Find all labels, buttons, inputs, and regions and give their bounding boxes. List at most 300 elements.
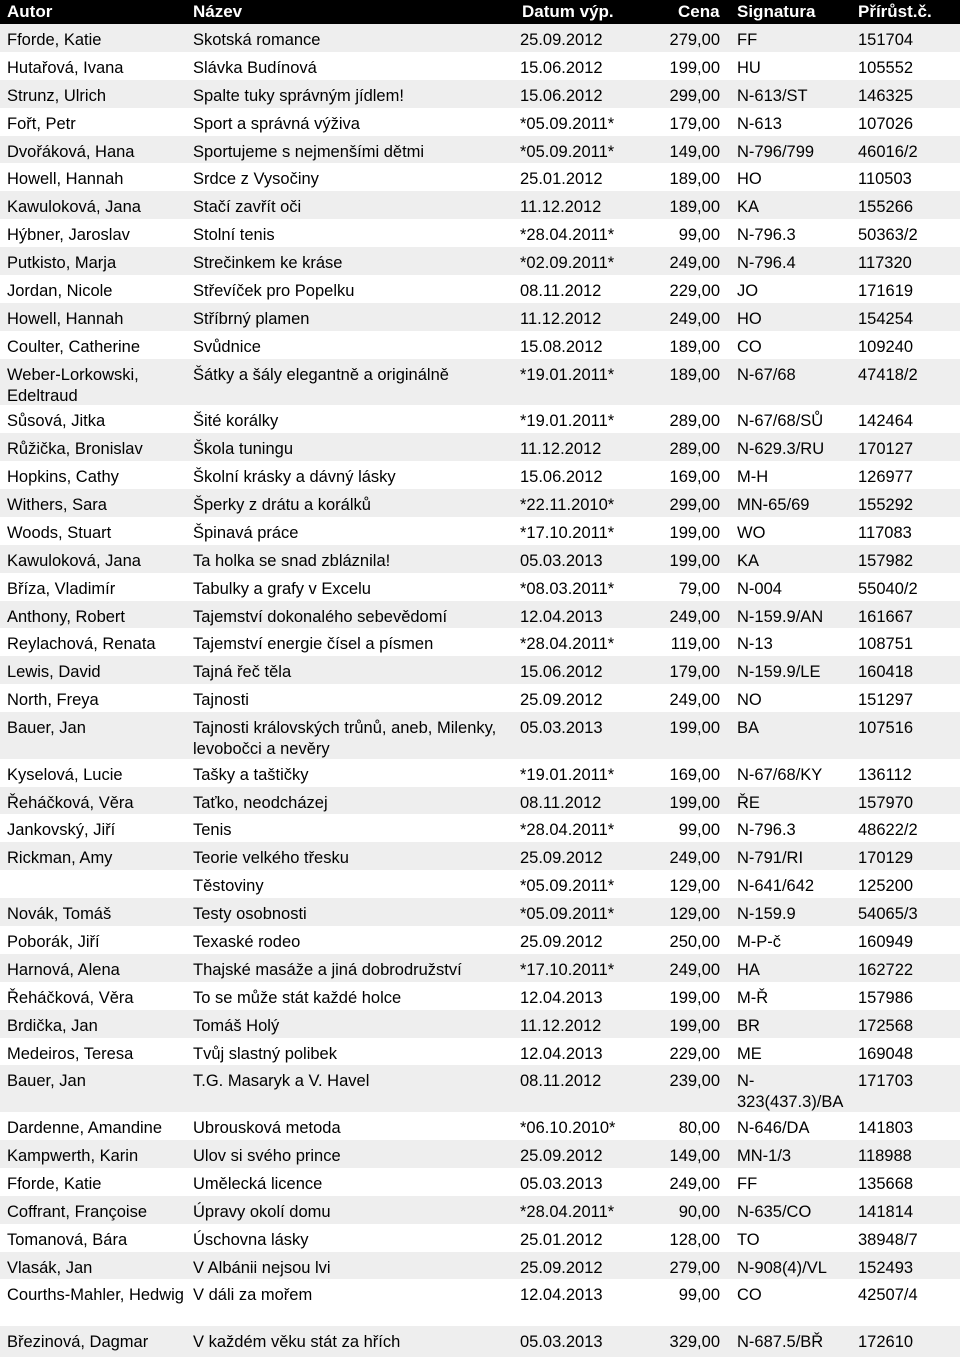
signature-cell: N-629.3/RU — [737, 440, 825, 459]
accession-cell: 162722 — [858, 960, 914, 979]
date-cell: 05.03.2013 — [520, 1174, 603, 1193]
author-cell: Poborák, Jiří — [7, 933, 100, 952]
price-cell: 169,00 — [669, 765, 720, 784]
date-cell: *28.04.2011* — [520, 226, 615, 245]
price-cell: 279,00 — [669, 1258, 720, 1277]
author-cell: Fforde, Katie — [7, 31, 102, 49]
author-cell: Bauer, Jan — [7, 719, 86, 738]
title-cell: Sport a správná výživa — [193, 114, 360, 133]
signature-cell: N-159.9/AN — [737, 607, 824, 626]
price-cell: 279,00 — [669, 31, 720, 49]
price-cell: 299,00 — [669, 86, 720, 105]
accession-cell: 105552 — [858, 58, 914, 77]
signature-cell: N-004 — [737, 579, 782, 598]
price-cell: 199,00 — [669, 551, 720, 570]
date-cell: *17.10.2011* — [520, 960, 615, 979]
price-cell: 249,00 — [669, 309, 720, 328]
table-row — [0, 1065, 960, 1112]
title-cell: Tajemství energie čísel a písmen — [193, 635, 434, 654]
table-row — [0, 628, 960, 656]
date-cell: 11.12.2012 — [520, 440, 602, 459]
signature-cell: N-796.4 — [737, 254, 796, 273]
table-row — [0, 80, 960, 108]
date-cell: 15.08.2012 — [520, 337, 603, 356]
signature-cell: N-796.3 — [737, 821, 796, 840]
signature-cell: N-641/642 — [737, 877, 815, 896]
title-cell: Slávka Budínová — [193, 58, 317, 77]
date-cell: 25.09.2012 — [520, 1258, 603, 1277]
signature-cell: N-613 — [737, 114, 782, 133]
table-row — [0, 1140, 960, 1168]
author-cell: Brdička, Jan — [7, 1016, 98, 1035]
table-row — [0, 433, 960, 461]
signature-cell: N-687.5/BŘ — [737, 1333, 824, 1351]
date-cell: 25.09.2012 — [520, 1146, 603, 1165]
date-cell: *05.09.2011* — [520, 905, 615, 924]
table-row — [0, 1010, 960, 1038]
price-cell: 149,00 — [669, 1146, 720, 1165]
price-cell: 179,00 — [669, 663, 720, 682]
signature-cell: N-159.9 — [737, 905, 796, 924]
accession-cell: 172568 — [858, 1016, 914, 1035]
author-cell: Harnová, Alena — [7, 960, 120, 979]
price-cell: 169,00 — [669, 468, 720, 487]
header-prirustek: Přírůst.č. — [858, 2, 932, 21]
price-cell: 79,00 — [678, 579, 720, 598]
author-cell: Withers, Sara — [7, 495, 107, 514]
date-cell: 15.06.2012 — [520, 58, 603, 77]
signature-cell: N-159.9/LE — [737, 663, 821, 682]
accession-cell: 126977 — [858, 468, 914, 487]
date-cell: 12.04.2013 — [520, 1044, 603, 1063]
price-cell: 249,00 — [669, 1174, 720, 1193]
title-cell: Úpravy okolí domu — [193, 1202, 331, 1221]
author-cell: Novák, Tomáš — [7, 905, 112, 924]
date-cell: *05.09.2011* — [520, 877, 615, 896]
accession-cell: 171703 — [858, 1072, 914, 1091]
table-row — [0, 489, 960, 517]
title-cell: T.G. Masaryk a V. Havel — [193, 1072, 370, 1091]
title-cell: Testy osobnosti — [193, 905, 307, 924]
table-row — [0, 1168, 960, 1196]
table-row — [0, 759, 960, 787]
table-row — [0, 1224, 960, 1252]
price-cell: 249,00 — [669, 849, 720, 868]
date-cell: 08.11.2012 — [520, 282, 602, 301]
signature-cell: WO — [737, 523, 766, 542]
table-row — [0, 247, 960, 275]
price-cell: 199,00 — [669, 793, 720, 812]
date-cell: *28.04.2011* — [520, 1202, 615, 1221]
title-cell: Tajnosti — [193, 691, 249, 710]
author-cell: Howell, Hannah — [7, 170, 124, 189]
title-cell: Těstoviny — [193, 877, 264, 896]
author-cell: Hutařová, Ivana — [7, 58, 124, 77]
date-cell: *19.01.2011* — [520, 765, 615, 784]
author-cell: Řeháčková, Věra — [7, 793, 134, 812]
accession-cell: 171619 — [858, 282, 914, 301]
table-row — [0, 870, 960, 898]
price-cell: 128,00 — [669, 1230, 720, 1249]
author-cell: Hýbner, Jaroslav — [7, 226, 130, 245]
author-cell: Coffrant, Françoise — [7, 1202, 148, 1221]
signature-cell: N-791/RI — [737, 849, 804, 868]
table-row — [0, 898, 960, 926]
price-cell: 99,00 — [678, 821, 720, 840]
signature-cell: JO — [737, 282, 759, 301]
signature-cell: HU — [737, 58, 761, 77]
signature-cell: N-67/68/KY — [737, 765, 823, 784]
author-cell: Dardenne, Amandine — [7, 1119, 163, 1138]
author-cell: Weber-Lorkowski, Edeltraud — [7, 365, 139, 405]
title-cell: Svůdnice — [193, 337, 261, 356]
signature-cell: N-13 — [737, 635, 773, 654]
title-cell: Tabulky a grafy v Excelu — [193, 579, 371, 598]
signature-cell: HA — [737, 960, 760, 979]
accession-cell: 160949 — [858, 933, 914, 952]
date-cell: *19.01.2011* — [520, 412, 615, 431]
table-row — [0, 1326, 960, 1357]
author-cell: Tomanová, Bára — [7, 1230, 128, 1249]
accession-cell: 172610 — [858, 1333, 914, 1351]
accession-cell: 157986 — [858, 988, 914, 1007]
signature-cell: M-Ř — [737, 988, 769, 1007]
author-cell: Jordan, Nicole — [7, 282, 113, 301]
date-cell: 25.01.2012 — [520, 1230, 603, 1249]
header-autor: Autor — [7, 2, 53, 21]
author-cell: Fořt, Petr — [7, 114, 76, 133]
date-cell: 08.11.2012 — [520, 1072, 602, 1091]
table-row — [0, 712, 960, 759]
author-cell: Kawuloková, Jana — [7, 551, 141, 570]
price-cell: 289,00 — [669, 440, 720, 459]
title-cell: Spalte tuky správným jídlem! — [193, 86, 404, 105]
date-cell: 25.01.2012 — [520, 170, 603, 189]
signature-cell: HO — [737, 170, 762, 189]
price-cell: 99,00 — [678, 226, 720, 245]
price-cell: 199,00 — [669, 988, 720, 1007]
date-cell: *28.04.2011* — [520, 821, 615, 840]
author-cell: Březinová, Dagmar — [7, 1333, 149, 1351]
accession-cell: 152493 — [858, 1258, 914, 1277]
price-cell: 199,00 — [669, 523, 720, 542]
table-row — [0, 1196, 960, 1224]
signature-cell: BR — [737, 1016, 760, 1035]
accession-cell: 110503 — [858, 170, 912, 189]
table-row — [0, 24, 960, 52]
accession-cell: 142464 — [858, 412, 914, 431]
date-cell: 11.12.2012 — [520, 1016, 602, 1035]
accession-cell: 141803 — [858, 1119, 914, 1138]
author-cell: Howell, Hannah — [7, 309, 124, 328]
accession-cell: 117083 — [858, 523, 912, 542]
table-row — [0, 1112, 960, 1140]
accession-cell: 38948/7 — [858, 1230, 918, 1249]
accession-cell: 155266 — [858, 198, 914, 217]
author-cell: Bříza, Vladimír — [7, 579, 116, 598]
title-cell: Tomáš Holý — [193, 1016, 280, 1035]
author-cell: Woods, Stuart — [7, 523, 112, 542]
author-cell: Bauer, Jan — [7, 1072, 86, 1091]
price-cell: 199,00 — [669, 1016, 720, 1035]
date-cell: 12.04.2013 — [520, 988, 603, 1007]
table-row — [0, 545, 960, 573]
price-cell: 249,00 — [669, 254, 720, 273]
title-cell: Tašky a taštičky — [193, 765, 309, 784]
author-cell: Kawuloková, Jana — [7, 198, 141, 217]
header-nazev: Název — [193, 2, 243, 21]
date-cell: 05.03.2013 — [520, 551, 603, 570]
table-row — [0, 219, 960, 247]
table-row — [0, 275, 960, 303]
table-row — [0, 787, 960, 815]
signature-cell: FF — [737, 1174, 758, 1193]
title-cell: Ubrousková metoda — [193, 1119, 341, 1138]
accession-cell: 46016/2 — [858, 142, 918, 161]
date-cell: *19.01.2011* — [520, 365, 615, 384]
title-cell: Špinavá práce — [193, 523, 299, 542]
author-cell: Anthony, Robert — [7, 607, 126, 626]
table-header — [0, 0, 960, 24]
table-row — [0, 191, 960, 219]
signature-cell: TO — [737, 1230, 760, 1249]
signature-cell: N-67/68/SŮ — [737, 412, 824, 431]
title-cell: Teorie velkého třesku — [193, 849, 349, 868]
price-cell: 149,00 — [669, 142, 720, 161]
accession-cell: 155292 — [858, 495, 914, 514]
date-cell: *08.03.2011* — [520, 579, 615, 598]
title-cell: V každém věku stát za hřích — [193, 1333, 401, 1351]
table-row — [0, 684, 960, 712]
table-row — [0, 926, 960, 954]
table-row — [0, 1279, 960, 1326]
title-cell: To se může stát každé holce — [193, 988, 402, 1007]
signature-cell: N-67/68 — [737, 365, 796, 384]
price-cell: 250,00 — [669, 933, 720, 952]
accession-cell: 107026 — [858, 114, 914, 133]
author-cell: Hopkins, Cathy — [7, 468, 119, 487]
price-cell: 249,00 — [669, 960, 720, 979]
date-cell: 05.03.2013 — [520, 1333, 603, 1351]
signature-cell: M-P-č — [737, 933, 781, 952]
author-cell: Coulter, Catherine — [7, 337, 140, 356]
price-cell: 289,00 — [669, 412, 720, 431]
accession-cell: 48622/2 — [858, 821, 918, 840]
title-cell: Školní krásky a dávný lásky — [193, 468, 396, 487]
title-cell: Tajnosti královských trůnů, aneb, Milenky, levobočci a nevěry — [193, 719, 497, 759]
author-cell: Strunz, Ulrich — [7, 86, 107, 105]
price-cell: 299,00 — [669, 495, 720, 514]
table-row — [0, 814, 960, 842]
table-row — [0, 1038, 960, 1066]
price-cell: 179,00 — [669, 114, 720, 133]
date-cell: 25.09.2012 — [520, 31, 603, 49]
table-row — [0, 359, 960, 406]
date-cell: 12.04.2013 — [520, 607, 603, 626]
title-cell: Úschovna lásky — [193, 1230, 309, 1249]
date-cell: 12.04.2013 — [520, 1286, 603, 1305]
table-row — [0, 842, 960, 870]
signature-cell: CO — [737, 1286, 762, 1305]
signature-cell: MN-65/69 — [737, 495, 810, 514]
price-cell: 80,00 — [678, 1119, 720, 1138]
title-cell: Šité korálky — [193, 412, 279, 431]
accession-cell: 50363/2 — [858, 226, 918, 245]
signature-cell: N-635/CO — [737, 1202, 812, 1221]
author-cell: Fforde, Katie — [7, 1174, 102, 1193]
title-cell: Srdce z Vysočiny — [193, 170, 319, 189]
price-cell: 119,00 — [670, 635, 720, 654]
title-cell: Střevíček pro Popelku — [193, 282, 355, 301]
price-cell: 90,00 — [678, 1202, 720, 1221]
signature-cell: BA — [737, 719, 760, 738]
price-cell: 189,00 — [669, 337, 720, 356]
title-cell: Ulov si svého prince — [193, 1146, 341, 1165]
accession-cell: 107516 — [858, 719, 914, 738]
price-cell: 199,00 — [669, 58, 720, 77]
price-cell: 129,00 — [669, 905, 720, 924]
signature-cell: N-646/DA — [737, 1119, 810, 1138]
accession-cell: 157982 — [858, 551, 914, 570]
price-cell: 99,00 — [678, 1286, 720, 1305]
header-signatura: Signatura — [737, 2, 816, 21]
date-cell: 11.12.2012 — [520, 309, 602, 328]
date-cell: 25.09.2012 — [520, 691, 603, 710]
title-cell: Šátky a šály elegantně a originálně — [193, 365, 449, 384]
title-cell: Texaské rodeo — [193, 933, 301, 952]
date-cell: *02.09.2011* — [520, 254, 615, 273]
price-cell: 329,00 — [669, 1333, 720, 1351]
accession-cell: 169048 — [858, 1044, 914, 1063]
table-row — [0, 461, 960, 489]
title-cell: Umělecká licence — [193, 1174, 323, 1193]
author-cell: Courths-Mahler, Hedwig — [7, 1286, 184, 1305]
accession-cell: 170127 — [858, 440, 914, 459]
signature-cell: MN-1/3 — [737, 1146, 792, 1165]
signature-cell: KA — [737, 551, 760, 570]
price-cell: 249,00 — [669, 691, 720, 710]
author-cell: Kampwerth, Karin — [7, 1146, 139, 1165]
date-cell: *28.04.2011* — [520, 635, 615, 654]
accession-cell: 55040/2 — [858, 579, 918, 598]
price-cell: 229,00 — [669, 282, 720, 301]
accession-cell: 154254 — [858, 309, 914, 328]
accession-cell: 161667 — [858, 607, 914, 626]
accession-cell: 160418 — [858, 663, 914, 682]
date-cell: 15.06.2012 — [520, 86, 603, 105]
signature-cell: ŘE — [737, 793, 760, 812]
accession-cell: 151297 — [858, 691, 914, 710]
title-cell: Thajské masáže a jiná dobrodružství — [193, 960, 462, 979]
signature-cell: ME — [737, 1044, 762, 1063]
title-cell: Stačí zavřít oči — [193, 198, 302, 217]
signature-cell: HO — [737, 309, 762, 328]
accession-cell: 151704 — [858, 31, 914, 49]
table-row — [0, 303, 960, 331]
author-cell: Putkisto, Marja — [7, 254, 117, 273]
table-row — [0, 405, 960, 433]
accession-cell: 170129 — [858, 849, 914, 868]
date-cell: *05.09.2011* — [520, 142, 615, 161]
accession-cell: 42507/4 — [858, 1286, 918, 1305]
price-cell: 229,00 — [669, 1044, 720, 1063]
price-cell: 189,00 — [669, 170, 720, 189]
date-cell: *06.10.2010* — [520, 1119, 616, 1138]
title-cell: Stříbrný plamen — [193, 309, 310, 328]
date-cell: 15.06.2012 — [520, 468, 603, 487]
date-cell: 11.12.2012 — [520, 198, 602, 217]
title-cell: Škola tuningu — [193, 440, 293, 459]
title-cell: Tajemství dokonalého sebevědomí — [193, 607, 448, 626]
author-cell: Jankovský, Jiří — [7, 821, 116, 840]
author-cell: Kyselová, Lucie — [7, 765, 123, 784]
table-row — [0, 573, 960, 601]
table-row — [0, 517, 960, 545]
table-row — [0, 656, 960, 684]
signature-cell: CO — [737, 337, 762, 356]
table-row — [0, 982, 960, 1010]
signature-cell: M-H — [737, 468, 769, 487]
date-cell: *22.11.2010* — [520, 495, 615, 514]
date-cell: 08.11.2012 — [520, 793, 602, 812]
price-cell: 189,00 — [669, 365, 720, 384]
price-cell: 189,00 — [669, 198, 720, 217]
author-cell: Medeiros, Teresa — [7, 1044, 134, 1063]
accession-cell: 146325 — [858, 86, 914, 105]
author-cell: Dvořáková, Hana — [7, 142, 135, 161]
header-datum: Datum výp. — [522, 2, 614, 21]
table-row — [0, 163, 960, 191]
title-cell: Tenis — [193, 821, 232, 840]
price-cell: 239,00 — [669, 1072, 720, 1091]
accession-cell: 109240 — [858, 337, 914, 356]
title-cell: Taťko, neodcházej — [193, 793, 328, 812]
signature-cell: N-323(437.3)/BA — [737, 1072, 844, 1112]
signature-cell: KA — [737, 198, 760, 217]
table-row — [0, 108, 960, 136]
accession-cell: 141814 — [858, 1202, 914, 1221]
accession-cell: 125200 — [858, 877, 914, 896]
price-cell: 129,00 — [669, 877, 720, 896]
header-cena: Cena — [678, 2, 720, 21]
accession-cell: 135668 — [858, 1174, 914, 1193]
signature-cell: N-908(4)/VL — [737, 1258, 827, 1277]
price-cell: 249,00 — [669, 607, 720, 626]
author-cell: Lewis, David — [7, 663, 101, 682]
table-row — [0, 601, 960, 629]
title-cell: Stolní tenis — [193, 226, 275, 245]
title-cell: Strečinkem ke kráse — [193, 254, 343, 273]
accession-cell: 117320 — [858, 254, 912, 273]
date-cell: 25.09.2012 — [520, 933, 603, 952]
author-cell: Sůsová, Jitka — [7, 412, 106, 431]
date-cell: *17.10.2011* — [520, 523, 615, 542]
title-cell: V dáli za mořem — [193, 1286, 313, 1305]
author-cell: Rickman, Amy — [7, 849, 113, 868]
table-row — [0, 136, 960, 164]
table-row — [0, 331, 960, 359]
date-cell: *05.09.2011* — [520, 114, 615, 133]
title-cell: Tvůj slastný polibek — [193, 1044, 337, 1063]
author-cell: Reylachová, Renata — [7, 635, 156, 654]
author-cell: Růžička, Bronislav — [7, 440, 143, 459]
table-row — [0, 1252, 960, 1280]
title-cell: Sportujeme s nejmenšími dětmi — [193, 142, 425, 161]
title-cell: Tajná řeč těla — [193, 663, 292, 682]
accession-cell: 136112 — [858, 765, 912, 784]
accession-cell: 157970 — [858, 793, 914, 812]
title-cell: V Albánii nejsou lvi — [193, 1258, 331, 1277]
